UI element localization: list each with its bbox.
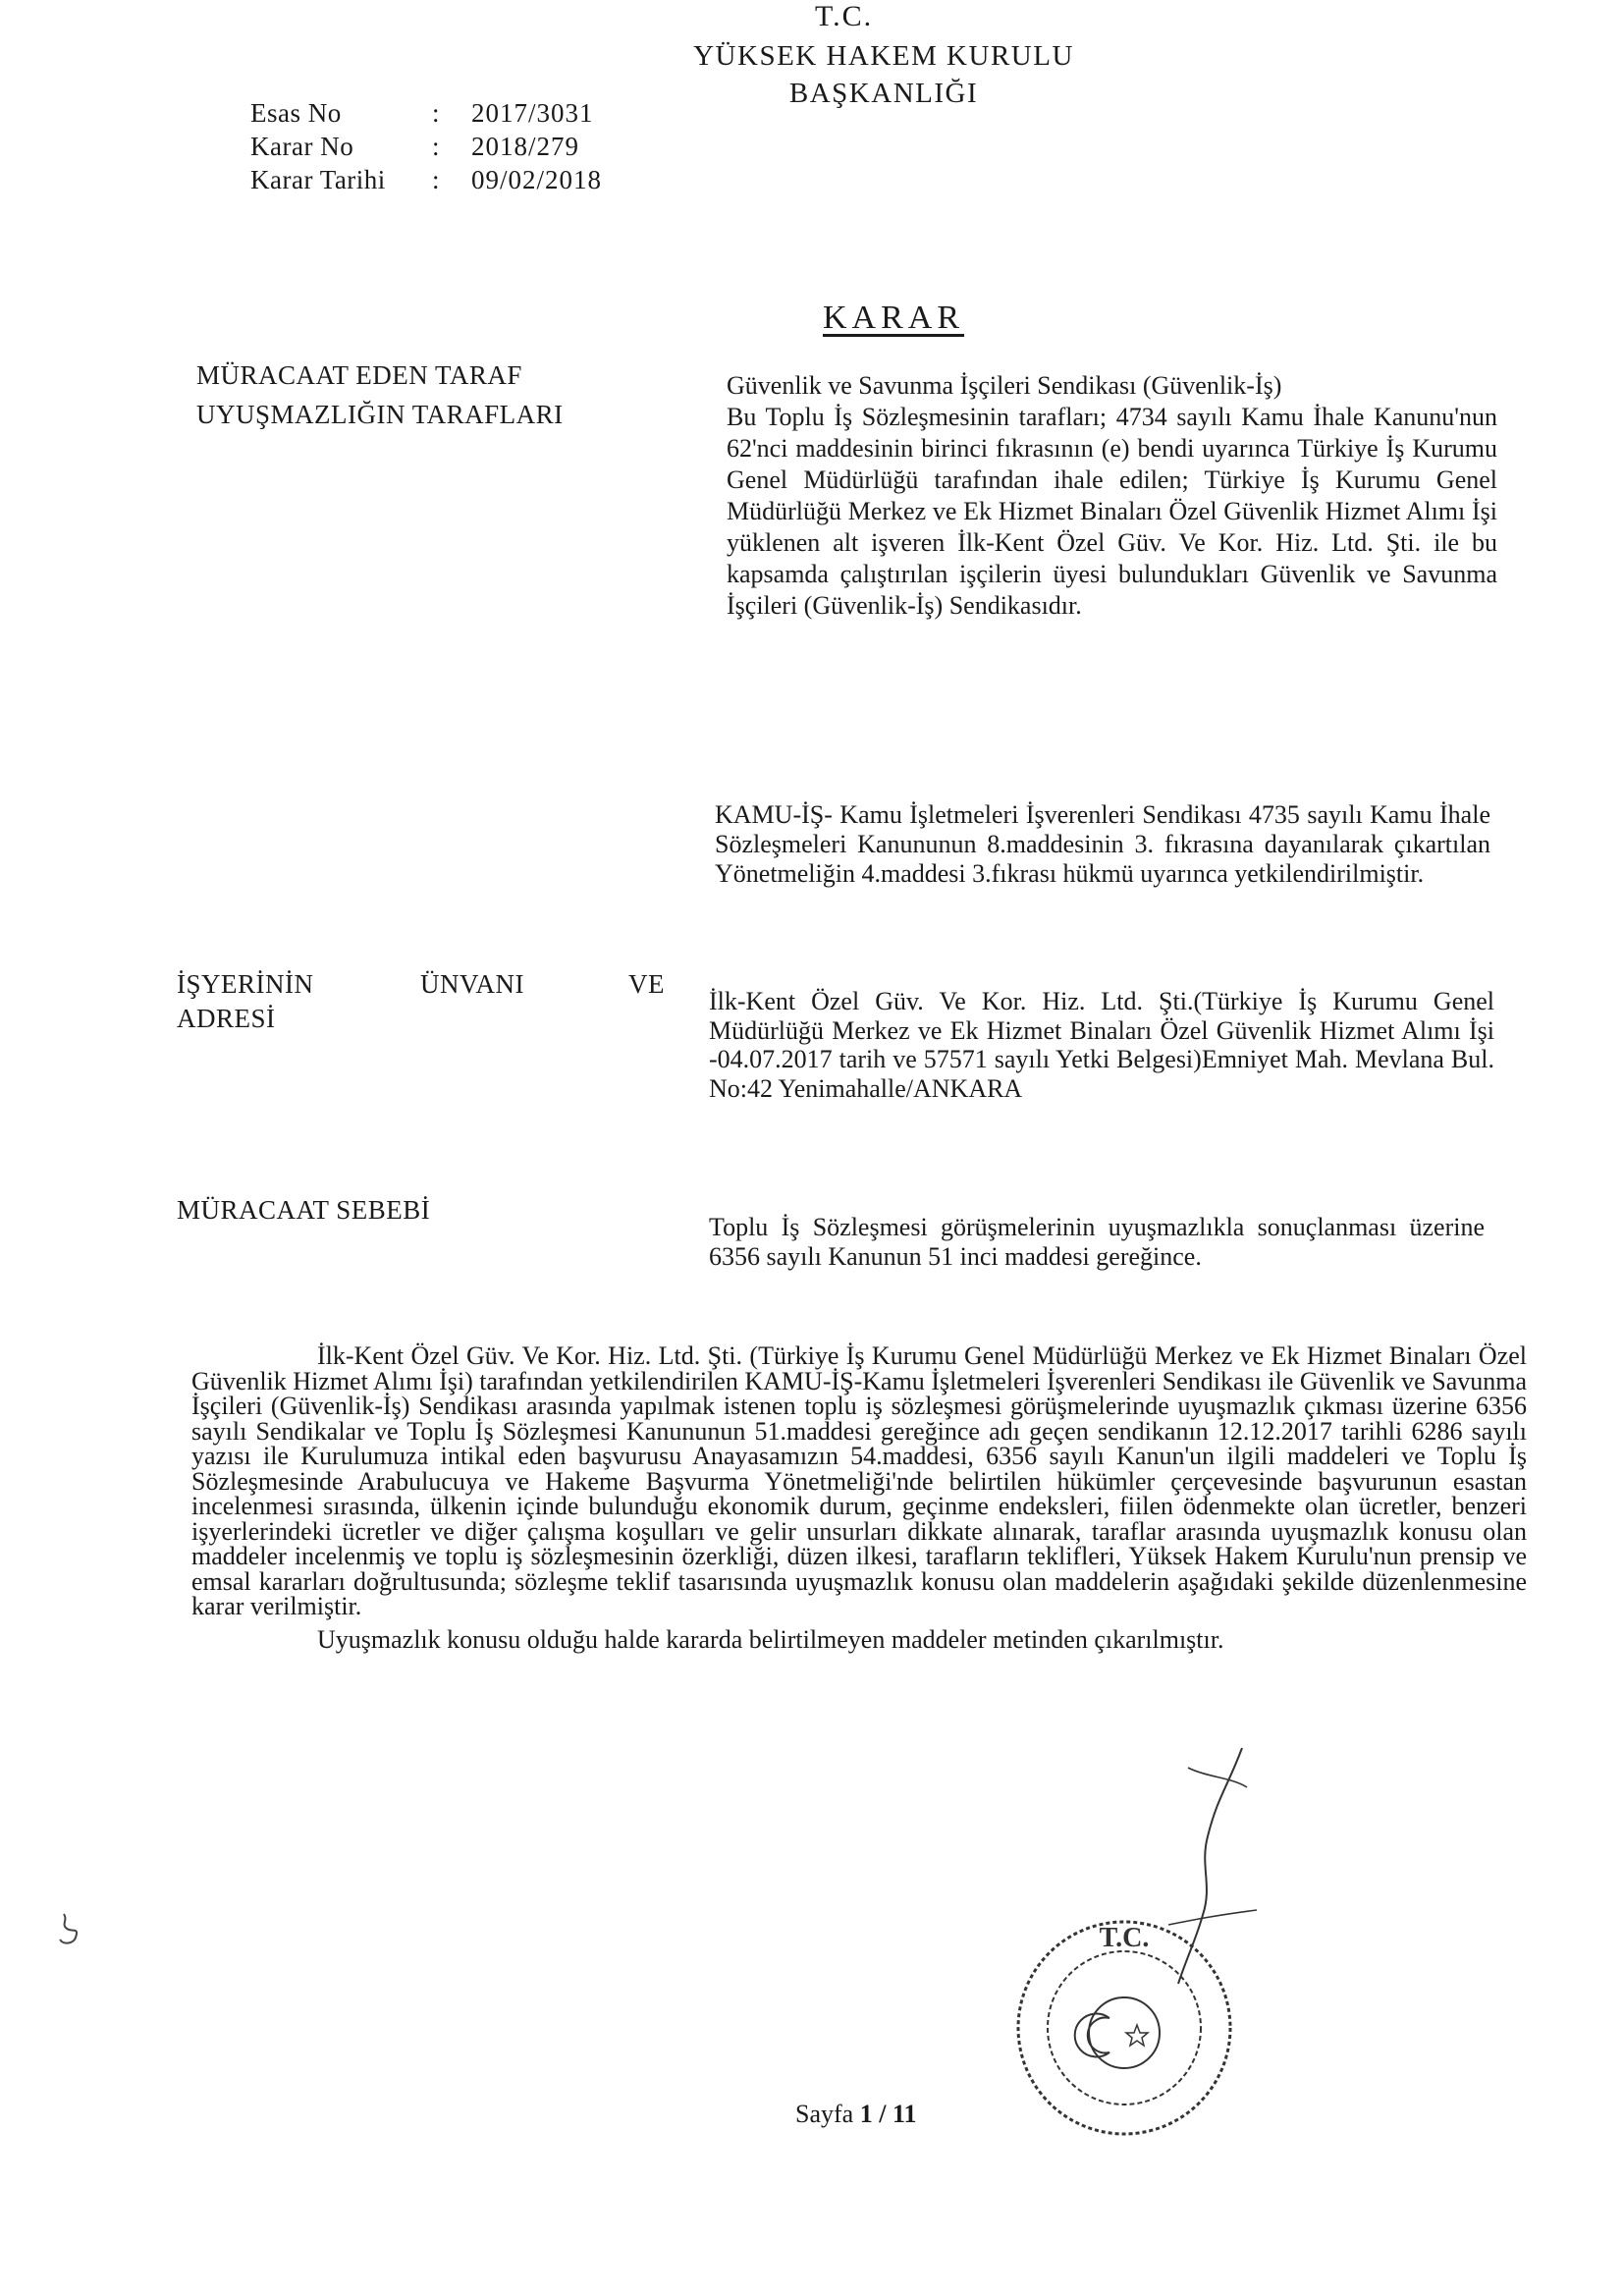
isyeri-label-1: İŞYERİNİN (177, 969, 314, 999)
karar-tarihi-row (250, 165, 602, 198)
karar-no-label: Karar No (250, 132, 354, 161)
sebep-value-block (709, 1213, 1485, 1272)
page-total: 11 (892, 2100, 917, 2128)
isyeri-label-2: ÜNVANI (420, 969, 525, 999)
esas-no-value: 2017/3031 (471, 98, 594, 128)
header-title (677, 37, 1090, 112)
page-separator: / (879, 2100, 887, 2128)
esas-no-row (250, 98, 602, 132)
colon: : (432, 165, 440, 194)
muracaat-eden-value (727, 370, 1497, 622)
isyeri-label-3: VE (628, 969, 665, 999)
decision-body (191, 1343, 1527, 1654)
muracaat-eden-text: Güvenlik ve Savunma İşçileri Sendikası (Güvenlik-İş) (727, 371, 1282, 400)
header-line-1: YÜKSEK HAKEM KURULU (693, 40, 1074, 72)
official-seal-icon (1011, 1915, 1237, 2141)
isyeri-value: İlk-Kent Özel Güv. Ve Kor. Hiz. Ltd. Şti.(Türkiye İş Kurumu Genel Müdürlüğü Merkez ve Ek Hizmet Binaları Özel Güvenlik Hizmet Alımı İşi -04.07.2017 tarih ve 57571 sayılı Yetki Belgesi)Emniyet Mah. Mevlana Bul. No:42 Yenimahalle/ANKARA (709, 987, 1494, 1103)
case-meta (250, 98, 602, 198)
colon: : (432, 132, 440, 161)
isyeri-value-block (709, 987, 1494, 1103)
document-title: KARAR (823, 300, 965, 336)
isyeri-label-4: ADRESİ (177, 1004, 276, 1033)
page-number (795, 2100, 917, 2129)
karar-tarihi-label: Karar Tarihi (250, 165, 386, 194)
header-tc: T.C. (815, 0, 874, 32)
karar-no-value: 2018/279 (471, 132, 580, 161)
body-paragraph-1: İlk-Kent Özel Güv. Ve Kor. Hiz. Ltd. Şti. (Türkiye İş Kurumu Genel Müdürlüğü Merkez ve Ek Hizmet Binaları Özel Güvenlik Hizmet Alımı İşi) tarafından yetkilendirilen KAMU-İŞ-Kamu İşletmeleri İşverenleri Sendikası ile Güvenlik ve Savunma İşçileri (Güvenlik-İş) Sendikası arasında yapılmak istenen toplu iş sözleşmesi görüşmelerinde uyuşmazlık çıkması üzerine 6356 sayılı Sendikalar ve Toplu İş Sözleşmesi Kanununun 51.maddesi gereğince adı geçen sendikanın 12.12.2017 tarihli 6286 sayılı yazısı ile Kurulumuza intikal eden başvurusu Anayasamızın 54.maddesi, 6356 sayılı Kanun'un ilgili maddeleri ve Toplu İş Sözleşmesinde Arabulucuya ve Hakeme Başvurma Yönetmeliği'nde belirtilen hükümler çerçevesinde başvurunun esastan incelenmesi sırasında, ülkenin içinde bulunduğu ekonomik durum, geçinme endeksleri, fiilen ödenmekte olan ücretler, benzeri işyerlerindeki ücretler ve diğer çalışma koşulları ve gelir unsurları dikkate alınarak, taraflar arasında uyuşmazlık konusu olan maddeler incelenmiş ve toplu iş sözleşmesinin özerkliği, düzen ilkesi, tarafların teklifleri, Yüksek Hakem Kurulu'nun prensip ve emsal kararları doğrultusunda; sözleşme teklif tasarısında uyuşmazlık konusu olan maddelerin aşağıdaki şekilde düzenlenmesine karar verilmiştir. (191, 1341, 1527, 1620)
taraflar-label: UYUŞMAZLIĞIN TARAFLARI (196, 400, 564, 429)
taraflar-paragraph-2-block (715, 800, 1490, 889)
esas-no-label: Esas No (250, 98, 342, 128)
muracaat-sebebi-label: MÜRACAAT SEBEBİ (177, 1195, 431, 1225)
taraflar-paragraph-1: Bu Toplu İş Sözleşmesinin tarafları; 4734 sayılı Kamu İhale Kanunu'nun 62'nci maddesinin birinci fıkrasının (e) bendi uyarınca Türkiye İş Kurumu Genel Müdürlüğü tarafından ihale edilen; Türkiye İş Kurumu Genel Müdürlüğü Merkez ve Ek Hizmet Binaları Özel Güvenlik Hizmet Alımı İşi yüklenen alt işveren İlk-Kent Özel Güv. Ve Kor. Hiz. Ltd. Şti. ile bu kapsamda çalıştırılan işçilerin üyesi bulundukları Güvenlik ve Savunma İşçileri (Güvenlik-İş) Sendikasıdır. (727, 403, 1497, 620)
header-line-2: BAŞKANLIĞI (788, 78, 979, 109)
page-current: 1 (859, 2100, 873, 2128)
seal-text: T.C. (1099, 1923, 1150, 1953)
body-paragraph-2: Uyuşmazlık konusu olduğu halde kararda belirtilmeyen maddeler metinden çıkarılmıştır. (317, 1624, 1224, 1654)
page-prefix: Sayfa (795, 2100, 854, 2128)
taraflar-paragraph-2: KAMU-İŞ- Kamu İşletmeleri İşverenleri Sendikası 4735 sayılı Kamu İhale Sözleşmeleri Kanununun 8.maddesinin 3. fıkrasına dayanılarak çıkartılan Yönetmeliğin 4.maddesi 3.fıkrası hükmü uyarınca yetkilendirilmiştir. (715, 800, 1490, 888)
sebep-value: Toplu İş Sözleşmesi görüşmelerinin uyuşmazlıkla sonuçlanması üzerine 6356 sayılı Kanunun 51 inci maddesi gereğince. (709, 1213, 1485, 1271)
muracaat-eden-label: MÜRACAAT EDEN TARAF (196, 360, 522, 390)
colon: : (432, 98, 440, 128)
margin-mark-icon (54, 1910, 87, 1949)
karar-no-row (250, 132, 602, 165)
karar-tarihi-value: 09/02/2018 (471, 165, 603, 194)
